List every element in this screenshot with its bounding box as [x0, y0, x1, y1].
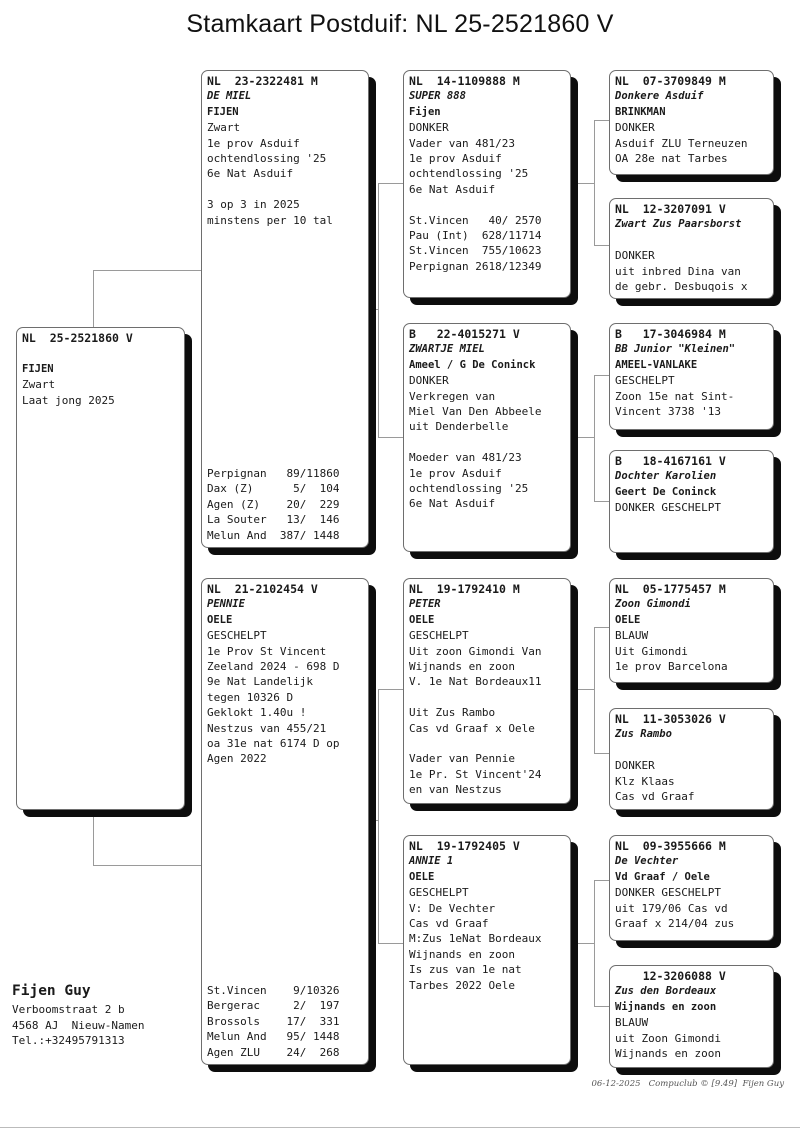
owner-name: Ameel / G De Coninck: [409, 358, 536, 371]
race-results: [207, 466, 339, 543]
dam-card[interactable]: [201, 578, 369, 1065]
info-line: ochtendlossing '25: [207, 152, 327, 166]
info-line: BLAUW: [615, 1016, 649, 1030]
info-line: V. 1e Nat Bordeaux11: [409, 675, 542, 689]
connector-line: [594, 375, 610, 376]
owner-name: Wijnands en zoon: [615, 1000, 717, 1013]
info-line: Zwart: [207, 121, 241, 135]
connector-line: [378, 689, 404, 690]
ring-number: NL 23-2322481 M: [207, 74, 318, 88]
connector-line: [378, 437, 404, 438]
connector-line: [378, 943, 404, 944]
info-line: DONKER: [409, 374, 449, 388]
connector-line: [594, 120, 610, 121]
connector-line: [594, 753, 610, 754]
owner-name: OELE: [409, 870, 435, 883]
connector-line: [93, 270, 201, 271]
result-line: Bergerac 2/ 197: [207, 999, 340, 1013]
pigeon-name: Donkere Asduif: [615, 90, 704, 103]
info-line: ochtendlossing '25: [409, 167, 529, 181]
connector-line: [594, 375, 595, 501]
ssd-card[interactable]: [609, 198, 774, 299]
connector-line: [578, 437, 595, 438]
info-line: Verkregen van: [409, 389, 496, 403]
info-line: Geklokt 1.40u !: [207, 706, 307, 720]
info-line: tegen 10326 D: [207, 690, 294, 704]
pigeon-name: Zus Rambo: [615, 728, 672, 741]
info-line: 9e Nat Landelijk: [207, 675, 313, 689]
info-line: Cas vd Graaf x Oele: [409, 721, 535, 735]
owner-name: OELE: [615, 613, 641, 626]
info-line: Cas vd Graaf: [615, 790, 695, 804]
pigeon-name: ANNIE 1: [409, 855, 454, 868]
result-line: Perpignan 89/11860: [207, 466, 340, 480]
pigeon-name: Zwart Zus Paarsborst: [615, 218, 742, 231]
info-line: DONKER: [409, 121, 449, 135]
info-line: Asduif ZLU Terneuzen: [615, 136, 748, 150]
ring-number: NL 19-1792405 V: [409, 839, 520, 853]
info-line: Is zus van 1e nat: [409, 963, 522, 977]
ring-number: NL 07-3709849 M: [615, 74, 726, 88]
info-line: uit Zoon Gimondi: [615, 1031, 721, 1045]
info-line: minstens per 10 tal: [207, 213, 333, 227]
sire-dam-card[interactable]: [403, 323, 571, 552]
info-line: Wijnands en zoon: [615, 1047, 721, 1061]
info-line: GESCHELPT: [409, 629, 469, 643]
owner-name: Geert De Coninck: [615, 485, 717, 498]
result-line: St.Vincen 40/ 2570: [409, 213, 542, 227]
info-line: Klz Klaas: [615, 774, 675, 788]
info-line: Vincent 3738 '13: [615, 405, 721, 419]
info-line: DONKER: [615, 759, 655, 773]
connector-line: [378, 689, 379, 943]
dam-sire-card[interactable]: [403, 578, 571, 804]
connector-line: [594, 501, 610, 502]
pigeon-name: Zus den Bordeaux: [615, 985, 717, 998]
owner-name: Fijen: [409, 105, 441, 118]
info-line: Vader van Pennie: [409, 752, 515, 766]
info-line: 1e prov Asduif: [409, 152, 502, 166]
connector-line: [594, 627, 595, 753]
info-line: Laat jong 2025: [22, 393, 115, 407]
dam-dam-card[interactable]: [403, 835, 571, 1065]
result-line: La Souter 13/ 146: [207, 513, 340, 527]
ring-number: B 18-4167161 V: [615, 454, 726, 468]
info-line: DONKER GESCHELPT: [615, 501, 721, 515]
info-line: Nestzus van 455/21: [207, 721, 327, 735]
connector-line: [93, 270, 94, 328]
connector-line: [594, 880, 610, 881]
breeder-phone: Tel.:+32495791313: [12, 1034, 125, 1047]
info-line: BLAUW: [615, 629, 649, 643]
info-line: 1e prov Asduif: [207, 136, 300, 150]
connector-line: [594, 627, 610, 628]
breeder-name: Fijen Guy: [12, 983, 91, 999]
ring-number: B 17-3046984 M: [615, 327, 726, 341]
info-line: uit 179/06 Cas vd: [615, 901, 728, 915]
result-line: Agen (Z) 20/ 229: [207, 497, 340, 511]
info-line: 6e Nat Asduif: [207, 167, 294, 181]
info-line: 3 op 3 in 2025: [207, 198, 300, 212]
info-line: 6e Nat Asduif: [409, 497, 496, 511]
info-line: 1e prov Asduif: [409, 466, 502, 480]
result-line: Melun And 95/ 1448: [207, 1030, 340, 1044]
info-line: Zoon 15e nat Sint-: [615, 389, 735, 403]
result-line: Agen ZLU 24/ 268: [207, 1045, 340, 1059]
info-line: DONKER: [615, 121, 655, 135]
race-results: [207, 983, 339, 1060]
owner-name: Vd Graaf / Oele: [615, 870, 710, 883]
info-line: 1e Pr. St Vincent'24: [409, 767, 542, 781]
pigeon-name: ZWARTJE MIEL: [409, 343, 485, 356]
bottom-rule: [0, 1127, 800, 1128]
footer-credit: 06-12-2025 Compuclub © [9.49] Fijen Guy: [591, 1079, 784, 1089]
dss-card[interactable]: [609, 578, 774, 683]
pigeon-name: Zoon Gimondi: [615, 598, 691, 611]
info-line: oa 31e nat 6174 D op: [207, 737, 340, 751]
owner-name: OELE: [409, 613, 435, 626]
sire-card[interactable]: [201, 70, 369, 548]
connector-line: [578, 689, 595, 690]
ring-number: NL 25-2521860 V: [22, 331, 133, 345]
connector-line: [93, 865, 201, 866]
result-line: St.Vincen 755/10623: [409, 244, 542, 258]
result-line: Dax (Z) 5/ 104: [207, 482, 340, 496]
info-line: DONKER: [615, 249, 655, 263]
connector-line: [93, 808, 94, 865]
info-line: Wijnands en zoon: [409, 660, 515, 674]
breeder-info: [12, 980, 144, 1049]
info-line: 1e Prov St Vincent: [207, 644, 327, 658]
info-line: Zwart: [22, 378, 56, 392]
ring-number: NL 09-3955666 M: [615, 839, 726, 853]
ring-number: B 22-4015271 V: [409, 327, 520, 341]
pigeon-name: PETER: [409, 598, 441, 611]
connector-line: [370, 309, 379, 310]
ddd-card[interactable]: [609, 965, 774, 1068]
info-line: uit inbred Dina van: [615, 264, 741, 278]
ring-number: NL 14-1109888 M: [409, 74, 520, 88]
info-line: 6e Nat Asduif: [409, 182, 496, 196]
info-line: DONKER GESCHELPT: [615, 886, 721, 900]
pigeon-name: DE MIEL: [207, 90, 252, 103]
info-line: Uit Zus Rambo: [409, 706, 496, 720]
info-line: GESCHELPT: [615, 374, 675, 388]
pigeon-name: BB Junior "Kleinen": [615, 343, 736, 356]
result-line: Perpignan 2618/12349: [409, 259, 542, 273]
sire-sire-card[interactable]: [403, 70, 571, 298]
result-line: Brossols 17/ 331: [207, 1014, 340, 1028]
info-line: Uit Gimondi: [615, 644, 688, 658]
breeder-postcode: 4568 AJ Nieuw-Namen: [12, 1018, 145, 1032]
sds-card[interactable]: [609, 323, 774, 430]
pigeon-name: Dochter Karolien: [615, 470, 717, 483]
result-line: St.Vincen 9/10326: [207, 983, 340, 997]
info-line: 1e prov Barcelona: [615, 660, 728, 674]
connector-line: [578, 943, 595, 944]
info-line: M:Zus 1eNat Bordeaux: [409, 932, 542, 946]
info-line: GESCHELPT: [409, 886, 469, 900]
ring-number: NL 05-1775457 M: [615, 582, 726, 596]
info-line: de gebr. Desbuqois x: [615, 280, 748, 294]
ring-number: NL 12-3207091 V: [615, 202, 726, 216]
info-line: Agen 2022: [207, 752, 267, 766]
info-line: Cas vd Graaf: [409, 917, 489, 931]
info-line: Vader van 481/23: [409, 136, 515, 150]
ring-number: NL 11-3053026 V: [615, 712, 726, 726]
info-line: ochtendlossing '25: [409, 482, 529, 496]
dsd-card[interactable]: [609, 708, 774, 810]
sdd-card[interactable]: [609, 450, 774, 553]
connector-line: [594, 1006, 610, 1007]
pigeon-name: SUPER 888: [409, 90, 466, 103]
owner-name: AMEEL-VANLAKE: [615, 358, 698, 371]
result-line: Melun And 387/ 1448: [207, 528, 340, 542]
subject-pigeon-card[interactable]: [16, 327, 185, 810]
info-line: Uit zoon Gimondi Van: [409, 644, 542, 658]
breeder-address: Verboomstraat 2 b: [12, 1003, 125, 1016]
connector-line: [594, 245, 610, 246]
page-title: Stamkaart Postduif: NL 25-2521860 V: [186, 10, 614, 38]
info-line: Miel Van Den Abbeele: [409, 405, 542, 419]
sss-card[interactable]: [609, 70, 774, 175]
ring-number: NL 21-2102454 V: [207, 582, 318, 596]
info-line: Wijnands en zoon: [409, 947, 515, 961]
ring-number: 12-3206088 V: [615, 969, 726, 983]
connector-line: [370, 820, 379, 821]
info-line: Moeder van 481/23: [409, 451, 522, 465]
info-line: Graaf x 214/04 zus: [615, 917, 735, 931]
info-line: en van Nestzus: [409, 783, 502, 797]
owner-name: FIJEN: [207, 105, 239, 118]
owner-name: [615, 743, 769, 758]
ring-number: NL 19-1792410 M: [409, 582, 520, 596]
owner-name: [615, 233, 769, 248]
owner-name: BRINKMAN: [615, 105, 666, 118]
pigeon-name: De Vechter: [615, 855, 679, 868]
pigeon-name: PENNIE: [207, 598, 245, 611]
result-line: Pau (Int) 628/11714: [409, 229, 542, 243]
owner-name: OELE: [207, 613, 233, 626]
info-line: uit Denderbelle: [409, 420, 509, 434]
dds-card[interactable]: [609, 835, 774, 941]
info-line: GESCHELPT: [207, 629, 267, 643]
connector-line: [378, 183, 404, 184]
info-line: OA 28e nat Tarbes: [615, 152, 728, 166]
owner-name: FIJEN: [22, 362, 54, 375]
connector-line: [378, 183, 379, 437]
connector-line: [578, 183, 595, 184]
info-line: Zeeland 2024 - 698 D: [207, 660, 340, 674]
info-line: Tarbes 2022 Oele: [409, 978, 515, 992]
info-line: V: De Vechter: [409, 901, 496, 915]
